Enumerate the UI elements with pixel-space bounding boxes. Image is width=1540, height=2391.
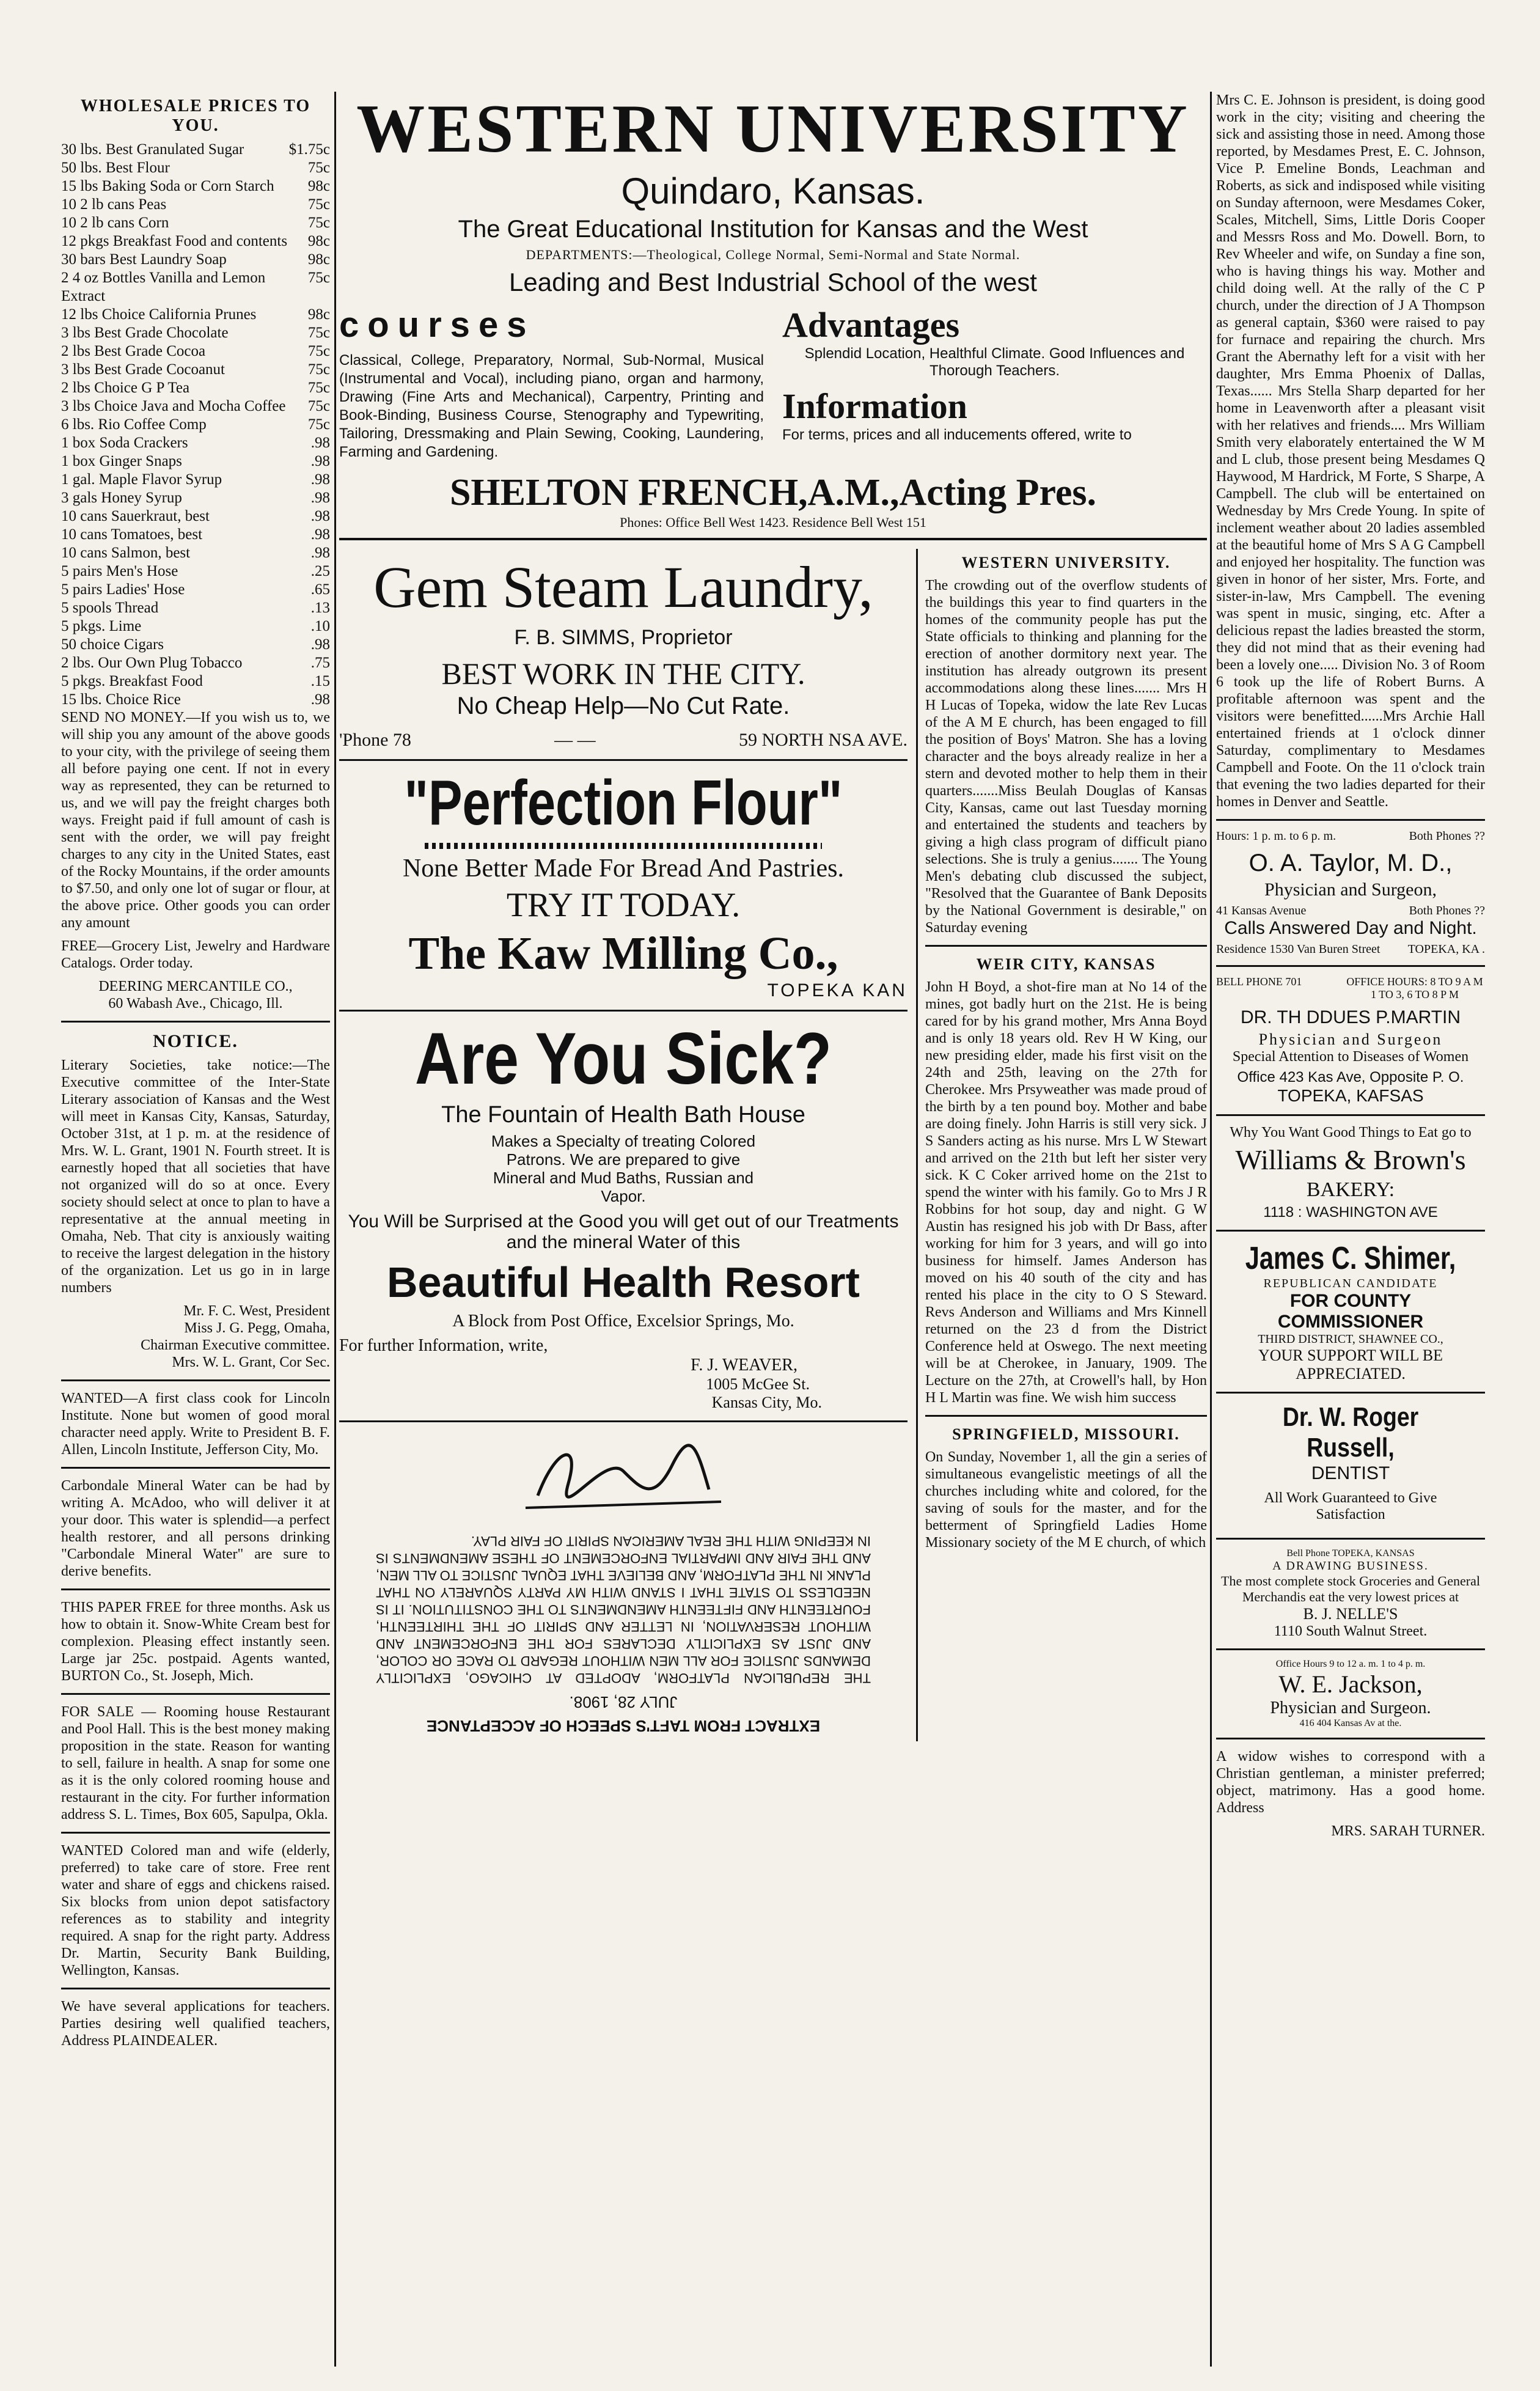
- martin-special: Special Attention to Diseases of Women: [1232, 1049, 1469, 1065]
- gem-laundry-ad: [339, 549, 908, 761]
- martin-top: [1216, 975, 1485, 1001]
- divider: [61, 1832, 330, 1834]
- price-row: [61, 654, 330, 672]
- flour-title: "Perfection Flour": [404, 768, 843, 839]
- price-row: [61, 324, 330, 342]
- nelle-drawing: A DRAWING BUSINESS.: [1272, 1559, 1429, 1573]
- price-value: .98: [310, 636, 330, 653]
- price-row: [61, 672, 330, 691]
- price-row: [61, 471, 330, 489]
- price-row: [61, 489, 330, 507]
- sick-subtitle: The Fountain of Health Bath House: [441, 1102, 805, 1128]
- price-row: [61, 562, 330, 581]
- price-value: 75c: [307, 215, 330, 231]
- nelle-top: Bell Phone TOPEKA, KANSAS: [1286, 1548, 1415, 1559]
- price-value: 98c: [307, 251, 330, 268]
- gem-title: Gem Steam Laundry,: [373, 554, 873, 620]
- firm-address: 60 Wabash Ave., Chicago, Ill.: [108, 996, 283, 1012]
- divider: [1216, 1738, 1485, 1739]
- information-heading: Information: [782, 386, 967, 426]
- price-item: 12 pkgs Breakfast Food and contents: [61, 233, 288, 249]
- sick-further: For further Information, write,: [339, 1336, 548, 1355]
- signature: [339, 1422, 908, 1532]
- flour-tagline: None Better Made For Bread And Pastries.: [402, 854, 844, 883]
- taft-title: EXTRACT FROM TAFT'S SPEECH OF ACCEPTANCE: [426, 1717, 821, 1735]
- price-row: [61, 544, 330, 562]
- bakery-ad: [1216, 1125, 1485, 1221]
- martin-phone: BELL PHONE 701: [1216, 975, 1302, 988]
- price-row: [61, 636, 330, 654]
- gem-phone: 'Phone 78: [339, 730, 411, 750]
- column-third: [918, 549, 1207, 1741]
- price-value: .13: [310, 600, 330, 616]
- price-row: [61, 342, 330, 361]
- taylor-office: 41 Kansas Avenue: [1216, 904, 1307, 917]
- martin-city: TOPEKA, KAFSAS: [1277, 1086, 1424, 1105]
- price-row: [61, 177, 330, 196]
- price-row: [61, 232, 330, 251]
- price-item: 3 lbs Best Grade Cocoanut: [61, 361, 226, 378]
- wu-phones: Phones: Office Bell West 1423. Residence Bell West 151: [620, 515, 926, 530]
- price-item: 2 lbs. Our Own Plug Tobacco: [61, 655, 243, 671]
- jackson-name: W. E. Jackson,: [1278, 1670, 1423, 1698]
- column-left: [61, 92, 330, 2367]
- price-item: 10 cans Tomatoes, best: [61, 526, 203, 543]
- gem-dash: — —: [554, 730, 596, 750]
- wu-tagline: The Great Educational Institution for Kansas and the West: [458, 216, 1088, 243]
- price-value: .98: [310, 471, 330, 488]
- price-value: .98: [310, 526, 330, 543]
- price-value: .10: [310, 618, 330, 634]
- martin-card: [1216, 975, 1485, 1106]
- price-row: [61, 141, 330, 159]
- column-rule: [334, 92, 336, 2367]
- price-value: .98: [310, 453, 330, 469]
- nelle-ad: [1216, 1548, 1485, 1640]
- bakery-address: 1118 : WASHINGTON AVE: [1263, 1204, 1438, 1221]
- price-row: [61, 507, 330, 526]
- price-item: 5 pairs Ladies' Hose: [61, 581, 185, 598]
- russell-name: Dr. W. Roger Russell,: [1282, 1402, 1419, 1463]
- price-item: 1 box Ginger Snaps: [61, 453, 182, 469]
- taylor-city: TOPEKA, KA .: [1407, 942, 1485, 956]
- courses-body: Classical, College, Preparatory, Normal, Sub-Normal, Musical (Instrumental and Vocal), including piano, organ and harmony, Drawing (Fine Arts and Mechanical), Carpentry, Printing and Book-Binding, Business Course, Stenography and Typewriting, Tailoring, Dressmaking and Plain Sewing, Cooking, Laundering, Farming and Gardening.: [339, 352, 764, 460]
- gem-sub: No Cheap Help—No Cut Rate.: [457, 692, 790, 719]
- wanted-couple-ad: WANTED Colored man and wife (elderly, preferred) to take care of store. Free rent water and share of eggs and chickens raised. Six blocks from union depot satisfactory references as to stability and integrity required. A snap for the right party. Address Dr. Martin, Security Bank Building, Wellington, Kansas.: [61, 1843, 330, 1978]
- jackson-address: 416 404 Kansas Av at the.: [1299, 1718, 1402, 1728]
- price-value: .65: [310, 581, 330, 598]
- advantages-body: Splendid Location, Healthful Climate. Good Influences and Thorough Teachers.: [804, 345, 1185, 379]
- divider: [1216, 819, 1485, 821]
- taft-extract: [339, 1532, 908, 1735]
- price-row: [61, 599, 330, 617]
- price-item: 10 cans Sauerkraut, best: [61, 508, 210, 524]
- price-item: 1 gal. Maple Flavor Syrup: [61, 471, 222, 488]
- martin-hours: OFFICE HOURS: 8 TO 9 A M 1 TO 3, 6 TO 8 P M: [1346, 975, 1483, 1001]
- martin-title: Physician and Surgeon: [1258, 1030, 1443, 1048]
- wu-news-body: The crowding out of the overflow students of the buildings this year to find quarters in the homes of the community people has put the State officials to thinking and planning for the erection of another dormitory next year. The institution has already outgrown its present accommodations along these lines....... Mrs H H Lucas of Topeka, widow the late Rev Lucas of the A M E church, has been engaged to fill the position of Boys' Matron. She has a loving character and the boys already realize in her a stern and devoted mother to help them in their quarters.......Miss Beulah Douglas of Kansas City, Kansas, came out last Tuesday morning and entertained the students and teachers by giving a high class program of difficult piano selections. She is truly a genius....... The Young Men's debating club discussed the subject, "Resolved that the Guarantee of Bank Deposits by the National Government is desirable," on Saturday evening: [925, 578, 1207, 936]
- price-value: 75c: [307, 160, 330, 176]
- price-item: 50 choice Cigars: [61, 636, 164, 653]
- western-university-ad: [339, 92, 1207, 540]
- gem-owner: F. B. SIMMS, Proprietor: [514, 626, 733, 649]
- health-resort-ad: [339, 1012, 908, 1422]
- price-row: [61, 269, 330, 306]
- weir-heading: WEIR CITY, KANSAS: [976, 955, 1156, 973]
- notice-signature: Mr. F. C. West, President: [183, 1303, 330, 1319]
- taylor-hours: Hours: 1 p. m. to 6 p. m.: [1216, 829, 1336, 843]
- price-item: 10 2 lb cans Corn: [61, 215, 169, 231]
- gem-address: 59 NORTH NSA AVE.: [738, 730, 908, 750]
- divider: [61, 1988, 330, 1989]
- price-value: 75c: [307, 380, 330, 396]
- price-value: .98: [310, 508, 330, 524]
- price-item: 6 lbs. Rio Coffee Comp: [61, 416, 207, 433]
- price-value: $1.75c: [288, 141, 330, 158]
- sick-weaver-city: Kansas City, Mo.: [711, 1394, 822, 1411]
- price-item: 5 pkgs. Lime: [61, 618, 142, 634]
- price-item: 50 lbs. Best Flour: [61, 160, 170, 176]
- price-row: [61, 251, 330, 269]
- price-value: 75c: [307, 416, 330, 433]
- price-row: [61, 452, 330, 471]
- price-item: 5 pairs Men's Hose: [61, 563, 178, 579]
- club-news: Mrs C. E. Johnson is president, is doing good work in the city; visiting and cheering the sick and assisting those in need. Among those reported, by Mesdames Prest, E. C. Johnson, Vice P. Emeline Bonds, Leachman and Roberts, as sick and indisposed while visiting on Sunday afternoon, were Mesdames Coker, Scales, Mitchell, Sims, Little Doris Cooper and Messrs Ross and Mo. Dowell. Born, to Rev Wheeler and wife, on Sunday a fine son, who is having things his way. Mother and child doing well. At the rally of the C P church, under the direction of J A Thompson as general captain, $360 were raised to pay for furnace and repairing the church. Mrs Grant the Abernathy left for a visit with her daughter, Mrs Emma Phoenix of Dallas, Texas...... Mrs Stella Sharp departed for her home in Leavenworth after a pleasant visit with her relatives and friends.... Mrs William Smith very elaborately entertained the W M and L club, those present being Mesdames Q Haywood, M Hardrick, M Forte, S Sharpe, A Campbell. The club will be entertained on Wednesday by Mrs Crede Young. In spite of inclement weather about 20 ladies assembled at the beautiful home of Mrs S A G Campbell and enjoyed her hospitality. The function was given in honor of her sister, Mrs. Forte, and sister-in-law, Mrs Campbell. The evening was spent in music, singing, etc. After a delicious repast the ladies breasted the storm, they did not mind that as their evening had been a lovely one..... Division No. 3 of Room 6 took up the life of Robert Burns. A profitable afternoon was spent and the visitors were benefitted......Mrs Archie Hall entertained friends at 1 o'clock dinner Saturday, complimentary to Mesdames Campbell and Foote. On the 11 o'clock train that evening the two ladies departed for their homes in Denver and Seattle.: [1216, 92, 1485, 810]
- advantages-heading: Advantages: [782, 305, 960, 345]
- column-right: [1216, 92, 1485, 2367]
- price-item: 15 lbs. Choice Rice: [61, 691, 181, 708]
- price-value: 75c: [307, 398, 330, 414]
- jackson-hours: Office Hours 9 to 12 a. m. 1 to 4 p. m.: [1275, 1659, 1426, 1669]
- divider: [925, 1415, 1207, 1417]
- shimer-support: YOUR SUPPORT WILL BE APPRECIATED.: [1258, 1346, 1443, 1383]
- middle-lower: [339, 549, 1207, 1741]
- price-value: 75c: [307, 325, 330, 341]
- price-row: [61, 196, 330, 214]
- taylor-card: [1216, 829, 1485, 957]
- divider: [1216, 1392, 1485, 1394]
- divider: [1216, 965, 1485, 967]
- perfection-flour-ad: [339, 761, 908, 1012]
- column-rule: [1210, 92, 1212, 2367]
- wu-courses: [339, 304, 764, 468]
- price-row: [61, 306, 330, 324]
- taylor-top: [1216, 829, 1485, 843]
- divider: [1216, 1114, 1485, 1116]
- price-value: 75c: [307, 361, 330, 378]
- price-value: .98: [310, 545, 330, 561]
- taylor-phones: Both Phones ??: [1409, 829, 1485, 843]
- taylor-title: Physician and Surgeon,: [1264, 880, 1437, 900]
- notice-signature: Chairman Executive committee.: [141, 1337, 330, 1353]
- price-item: 10 cans Salmon, best: [61, 545, 191, 561]
- price-value: .98: [310, 435, 330, 451]
- price-value: .15: [310, 673, 330, 689]
- shimer-district: THIRD DISTRICT, SHAWNEE CO.,: [1258, 1332, 1443, 1346]
- taft-body: THE REPUBLICAN PLATFORM, ADOPTED AT CHICAGO, EXPLICITLY DEMANDS JUSTICE FOR ALL MEN WITHOUT REGARD TO RACE OR COLOR, AND JUST AS EXPLICITLY DECLARES FOR THE ENFORCEMENT AND WITHOUT RESERVATION, IN LETTER AND SPIRIT OF THE THIRTEENTH, FOURTEENTH AND FIFTEENTH AMENDMENTS TO THE CONSTITUTION. IT IS NEEDLESS TO STATE THAT I STAND WITH MY PARTY SQUARELY ON THAT PLANK IN THE PLATFORM, AND BELIEVE THAT EQUAL JUSTICE TO ALL MEN, AND THE FAIR AND IMPARTIAL ENFORCEMENT OF THESE AMENDMENTS IS IN KEEPING WITH THE REAL AMERICAN SPIRIT OF FAIR PLAY.: [376, 1533, 871, 1686]
- column-middle: [339, 92, 1207, 2367]
- wu-title: WESTERN UNIVERSITY: [356, 92, 1190, 167]
- notice-signature: Mrs. W. L. Grant, Cor Sec.: [172, 1354, 330, 1370]
- martin-office: Office 423 Kas Ave, Opposite P. O.: [1237, 1069, 1464, 1085]
- taylor-calls: Calls Answered Day and Night.: [1224, 918, 1477, 938]
- paper-free-ad: THIS PAPER FREE for three months. Ask us how to obtain it. Snow-White Cream best for complexion. Pleasing effect instantly seen. Large jar 25c. postpaid. Agents wanted, BURTON Co., St. Joseph, Mich.: [61, 1600, 330, 1684]
- price-row: [61, 416, 330, 434]
- price-item: 5 pkgs. Breakfast Food: [61, 673, 203, 689]
- ornament-rule: [425, 843, 822, 849]
- divider: [61, 1693, 330, 1695]
- divider: [1216, 1538, 1485, 1540]
- gem-footer: [339, 730, 908, 751]
- divider: [61, 1021, 330, 1023]
- price-value: 75c: [307, 343, 330, 359]
- price-list: [61, 141, 330, 709]
- carbondale-ad: Carbondale Mineral Water can be had by writing A. McAdoo, who will deliver it at your door. This water is splendid—a perfect health restorer, and all persons drinking "Carbondale Mineral Water" are sure to derive benefits.: [61, 1478, 330, 1579]
- divider: [925, 945, 1207, 947]
- taft-signature-drawing: [513, 1428, 733, 1526]
- price-row: [61, 214, 330, 232]
- sick-surprised: You Will be Surprised at the Good you will get out of our Treatments and the mineral Water of this: [348, 1211, 899, 1252]
- sick-weaver-address: 1005 McGee St.: [706, 1375, 810, 1393]
- prices-heading: WHOLESALE PRICES TO YOU.: [80, 97, 311, 135]
- price-item: 3 lbs Choice Java and Mocha Coffee: [61, 398, 286, 414]
- sick-block: A Block from Post Office, Excelsior Springs, Mo.: [452, 1312, 794, 1331]
- shimer-candidate: REPUBLICAN CANDIDATE: [1263, 1277, 1438, 1290]
- price-row: [61, 581, 330, 599]
- send-money-text: SEND NO MONEY.—If you wish us to, we will ship you any amount of the above goods to your city, with the privilege of seeing them all before paying one cent. If not in every way as represented, they can be returned to us, and we will pay the freight charges both ways. Freight paid if full amount of cash is sent with the order, we will pay freight charges to any city in the United States, east of the Rocky Mountains, if the order amounts to $7.50, and only one lot of sugar or flour, at the above price. Other goods you can order any amount: [61, 710, 330, 931]
- martin-name: DR. TH DDUES P.MARTIN: [1240, 1007, 1461, 1027]
- free-catalog-text: FREE—Grocery List, Jewelry and Hardware Catalogs. Order today.: [61, 938, 330, 971]
- jackson-title: Physician and Surgeon.: [1270, 1699, 1431, 1717]
- price-row: [61, 361, 330, 379]
- wu-place: Quindaro, Kansas.: [621, 171, 925, 211]
- notice-signature: Miss J. G. Pegg, Omaha,: [184, 1320, 330, 1336]
- price-value: .98: [310, 691, 330, 708]
- springfield-heading: SPRINGFIELD, MISSOURI.: [952, 1425, 1180, 1443]
- nelle-address: 1110 South Walnut Street.: [1274, 1623, 1428, 1639]
- bakery-word: BAKERY:: [1306, 1178, 1395, 1201]
- notice-body: Literary Societies, take notice:—The Executive committee of the Inter-State Literary association of Kansas and the West will meet in Kansas City, Kansas, Saturday, October 31st, at 1 p. m. at the residence of Mrs. W. L. Grant, 1901 N. Fourth street. It is earnestly hoped that all societies that have not organized will do so at once. Every society should select at once to plan to have a representative at the annual meeting in Omaha, Neb. That city is anxiously waiting to receive the largest delegation in the history of the organization. Let us go in in large numbers: [61, 1057, 330, 1296]
- nelle-body: The most complete stock Groceries and General Merchandis eat the very lowest prices at: [1221, 1573, 1480, 1604]
- price-value: 98c: [307, 178, 330, 194]
- price-row: [61, 397, 330, 416]
- price-value: 98c: [307, 233, 330, 249]
- sick-title: Are You Sick?: [414, 1018, 832, 1100]
- notice-heading: NOTICE.: [153, 1031, 238, 1051]
- price-item: 15 lbs Baking Soda or Corn Starch: [61, 178, 274, 194]
- price-value: 75c: [307, 270, 330, 286]
- price-row: [61, 159, 330, 177]
- price-value: 98c: [307, 306, 330, 323]
- divider: [1216, 1230, 1485, 1232]
- divider: [61, 1588, 330, 1590]
- middle-ads: [339, 549, 918, 1741]
- price-row: [61, 617, 330, 636]
- price-item: 2 lbs Best Grade Cocoa: [61, 343, 206, 359]
- price-value: 75c: [307, 196, 330, 213]
- wanted-cook-ad: WANTED—A first class cook for Lincoln Institute. None but women of good moral character need apply. Write to President B. F. Allen, Lincoln Institute, Jefferson City, Mo.: [61, 1390, 330, 1458]
- springfield-body: On Sunday, November 1, all the gin a series of simultaneous evangelistic meetings of all the churches including white and colored, for the saving of souls for the master, and for the betterment of Springfield Ladies Home Missionary society of the M E church, of which: [925, 1449, 1207, 1551]
- shimer-office: FOR COUNTY COMMISSIONER: [1277, 1291, 1424, 1332]
- price-row: [61, 691, 330, 709]
- wu-departments: DEPARTMENTS:—Theological, College Normal, Semi-Normal and State Normal.: [526, 247, 1021, 262]
- courses-heading: courses: [339, 305, 535, 345]
- wu-leading: Leading and Best Industrial School of the west: [509, 268, 1037, 296]
- flour-city: TOPEKA KAN: [767, 980, 908, 1001]
- sick-weaver: F. J. WEAVER,: [691, 1356, 798, 1375]
- price-value: .25: [310, 563, 330, 579]
- price-value: .75: [310, 655, 330, 671]
- wu-president: SHELTON FRENCH,A.M.,Acting Pres.: [449, 472, 1097, 513]
- jackson-ad: [1216, 1659, 1485, 1729]
- divider: [61, 1467, 330, 1469]
- taylor-office-row: [1216, 904, 1485, 918]
- wu-advantages: [782, 304, 1207, 468]
- sick-description: Makes a Specialty of treating Colored Patrons. We are prepared to give Mineral and Mud Baths, Russian and Vapor.: [491, 1132, 756, 1205]
- firm-name: DEERING MERCANTILE CO.,: [98, 979, 293, 994]
- taylor-residence-row: [1216, 942, 1485, 957]
- russell-title: DENTIST: [1311, 1463, 1390, 1483]
- taylor-phones-2: Both Phones ??: [1409, 904, 1485, 917]
- widow-signature: MRS. SARAH TURNER.: [1331, 1823, 1485, 1839]
- price-item: 3 gals Honey Syrup: [61, 490, 182, 506]
- shimer-name: James C. Shimer,: [1245, 1241, 1456, 1276]
- price-item: 10 2 lb cans Peas: [61, 196, 167, 213]
- price-item: 2 4 oz Bottles Vanilla and Lemon Extract: [61, 270, 266, 304]
- weir-body: John H Boyd, a shot-fire man at No 14 of the mines, got badly hurt on the 21st. He is being cared for by his grand mother, Mrs Anna Boyd and is only 18 years old. Rev H W King, our new presiding elder, made his first visit on the 24th and 25th, leaving on the 27th for Cherokee. Mrs Prsyweather was made proud of the birth by a ten pound boy. Mother and babe are doing finely. John Harris is still very sick. J S Sanders acting as his nurse. Mrs L W Stewart and arrived on the 21th but left her sister very sick. K C Coker arrived home on the 21st to spend the winter with his family. Go to Mrs J R Robbins for hot soup, day and night. G W Austin has resigned his job with Dr Bass, after working for him for 3 years, and will go into business for himself. James Anderson has moved on his 40 south of the city and has rented his place in the city to O S Steward. Revs Anderson and Williams and Mrs Kinnell returned on the 23 d from the District Conference held at Oswego. The next meeting will be at Cherokee, in January, 1909. The Lecture on the 27th, at Crowell's hall, by Hon H L Martin was fine. We wish him success: [925, 979, 1207, 1406]
- price-row: [61, 379, 330, 397]
- wu-details: [339, 304, 1207, 468]
- price-item: 30 bars Best Laundry Soap: [61, 251, 227, 268]
- gem-slogan: BEST WORK IN THE CITY.: [441, 656, 805, 691]
- taylor-name: O. A. Taylor, M. D.,: [1248, 850, 1453, 876]
- widow-ad: A widow wishes to correspond with a Christian gentleman, a minister preferred; object, matrimony. Has a good home. Address: [1216, 1749, 1485, 1816]
- price-row: [61, 526, 330, 544]
- nelle-name: B. J. NELLE'S: [1303, 1605, 1398, 1623]
- bakery-name: Williams & Brown's: [1235, 1144, 1466, 1175]
- divider: [61, 1379, 330, 1381]
- for-sale-ad: FOR SALE — Rooming house Restaurant and Pool Hall. This is the best money making proposition in the state. Reason for wanting to sell, failure in health. A snap for some one as it is the only colored rooming house and restaurant in the city. For further information address S. L. Times, Box 605, Sapulpa, Okla.: [61, 1704, 330, 1823]
- price-item: 1 box Soda Crackers: [61, 435, 188, 451]
- flour-company: The Kaw Milling Co.,: [408, 928, 838, 979]
- price-item: 3 lbs Best Grade Chocolate: [61, 325, 229, 341]
- taylor-residence: Residence 1530 Van Buren Street: [1216, 942, 1380, 956]
- flour-try: TRY IT TODAY.: [506, 886, 741, 924]
- teachers-ad: We have several applications for teachers. Parties desiring well qualified teachers, Address PLAINDEALER.: [61, 1999, 330, 2049]
- price-item: 12 lbs Choice California Prunes: [61, 306, 257, 323]
- wu-news-heading: WESTERN UNIVERSITY.: [961, 554, 1171, 571]
- shimer-ad: [1216, 1240, 1485, 1383]
- divider: [1216, 1648, 1485, 1650]
- taft-date: JULY 28, 1908.: [569, 1693, 678, 1711]
- price-row: [61, 434, 330, 452]
- russell-ad: [1216, 1402, 1485, 1529]
- russell-guarantee: All Work Guaranteed to Give Satisfaction: [1264, 1490, 1437, 1522]
- price-value: .98: [310, 490, 330, 506]
- price-item: 30 lbs. Best Granulated Sugar: [61, 141, 244, 158]
- information-body: For terms, prices and all inducements offered, write to: [782, 427, 1132, 443]
- price-item: 5 spools Thread: [61, 600, 159, 616]
- bakery-question: Why You Want Good Things to Eat go to: [1230, 1125, 1472, 1140]
- sick-resort: Beautiful Health Resort: [386, 1258, 860, 1306]
- price-item: 2 lbs Choice G P Tea: [61, 380, 190, 396]
